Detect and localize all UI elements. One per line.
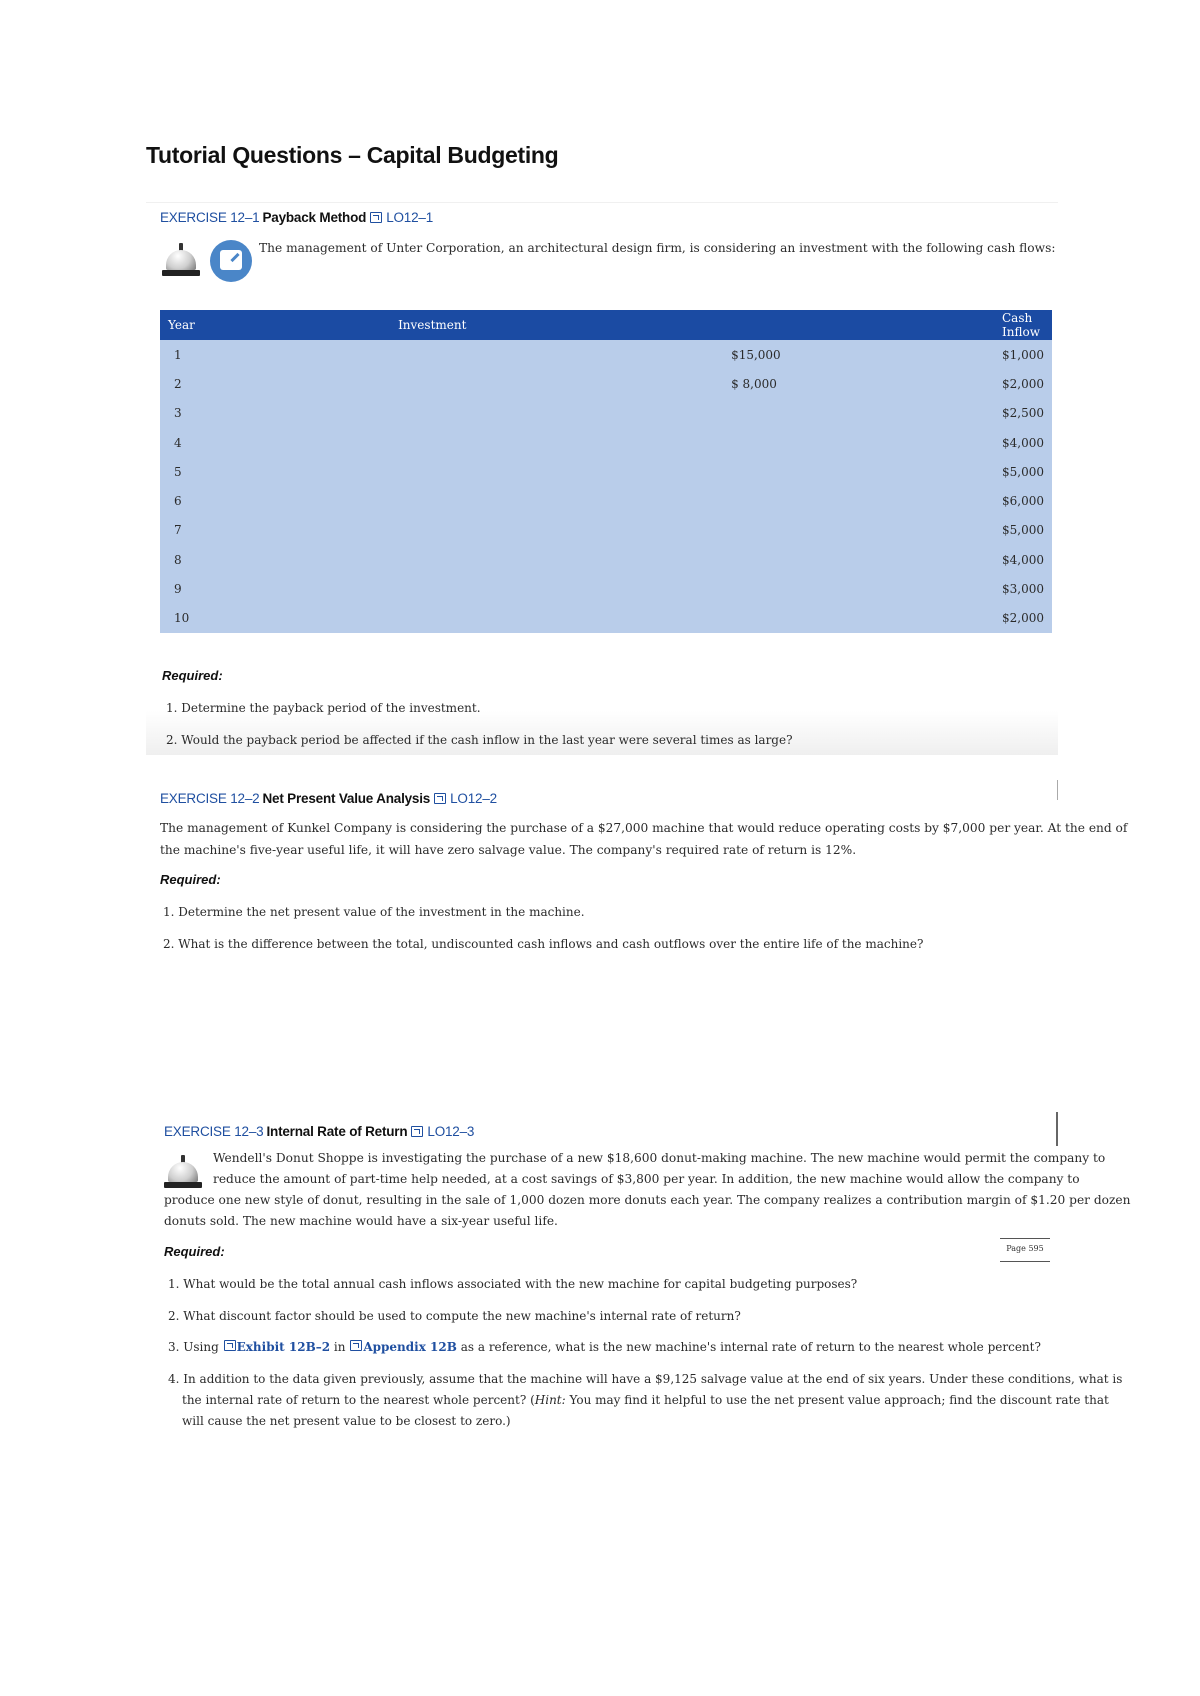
cell-investment: $ 8,000 xyxy=(396,369,962,398)
column-header-year: Year xyxy=(160,310,396,340)
exercise-3-question-3 xyxy=(168,1337,1041,1357)
question-3-text-mid: in xyxy=(333,1340,346,1354)
question-4-text: the internal rate of return to the nearest whole percent? ( xyxy=(182,1393,535,1407)
table-row xyxy=(160,340,1052,369)
exercise-2-question-1: 1. Determine the net present value of the investment in the machine. xyxy=(163,905,585,919)
cell-cash-inflow: $2,000 xyxy=(962,369,1052,398)
cash-flow-table xyxy=(160,310,1052,633)
external-link-icon[interactable] xyxy=(350,1340,362,1351)
cell-investment xyxy=(396,399,962,428)
exercise-3-question-4-line-2 xyxy=(182,1390,1109,1410)
cell-year: 9 xyxy=(160,574,396,603)
cell-investment xyxy=(396,574,962,603)
cell-year: 8 xyxy=(160,545,396,574)
cell-investment xyxy=(396,604,962,633)
exercise-3-number: EXERCISE 12–3 xyxy=(164,1124,264,1139)
exercise-3-required-label: Required: xyxy=(164,1244,225,1259)
appendix-link[interactable]: Appendix 12B xyxy=(363,1340,457,1354)
table-header-row xyxy=(160,310,1052,340)
quiz-icon[interactable] xyxy=(210,240,252,282)
cell-year: 6 xyxy=(160,486,396,515)
table-row xyxy=(160,457,1052,486)
exercise-2-heading xyxy=(160,791,497,806)
scroll-marker xyxy=(1056,1112,1058,1146)
cell-year: 7 xyxy=(160,516,396,545)
exercise-3-question-1: 1. What would be the total annual cash inflows associated with the new machine for capital budgeting purposes? xyxy=(168,1277,858,1291)
exercise-3-question-4-line-1: 4. In addition to the data given previously, assume that the machine will have a $9,125 salvage value at the end of six years. Under these conditions, what is xyxy=(168,1372,1123,1386)
cash-flow-table-body xyxy=(160,340,1052,633)
exercise-3-line-3: produce one new style of donut, resulting in the sale of 1,000 dozen more donuts each year. The company realizes a contribution margin of $1.20 per dozen xyxy=(164,1193,1131,1207)
exercise-3-lo[interactable]: LO12–3 xyxy=(427,1124,475,1139)
table-row xyxy=(160,399,1052,428)
exercise-3-question-2: 2. What discount factor should be used to compute the new machine's internal rate of return? xyxy=(168,1309,741,1323)
cell-cash-inflow: $3,000 xyxy=(962,574,1052,603)
cell-cash-inflow: $5,000 xyxy=(962,516,1052,545)
external-link-icon[interactable] xyxy=(411,1126,423,1137)
exhibit-link[interactable]: Exhibit 12B–2 xyxy=(236,1340,331,1354)
cell-cash-inflow: $4,000 xyxy=(962,428,1052,457)
exercise-2-lo[interactable]: LO12–2 xyxy=(450,791,497,806)
exercise-3-line-2: reduce the amount of part-time help needed, at a cost savings of $3,800 per year. In addition, the new machine would allow the company to xyxy=(213,1172,1080,1186)
table-row xyxy=(160,574,1052,603)
table-row xyxy=(160,428,1052,457)
column-header-investment: Investment xyxy=(396,310,962,340)
exercise-3-heading xyxy=(164,1124,474,1139)
exercise-2-line-1: The management of Kunkel Company is considering the purchase of a $27,000 machine that would reduce operating costs by $7,000 per year. At the end of xyxy=(160,821,1128,835)
cell-year: 2 xyxy=(160,369,396,398)
table-row xyxy=(160,545,1052,574)
cell-cash-inflow: $6,000 xyxy=(962,486,1052,515)
cell-year: 3 xyxy=(160,399,396,428)
exercise-2-required-label: Required: xyxy=(160,872,221,887)
bell-icon xyxy=(164,1152,202,1192)
cell-investment xyxy=(396,428,962,457)
exercise-1-lo[interactable]: LO12–1 xyxy=(386,210,434,225)
exercise-3-name: Internal Rate of Return xyxy=(266,1124,408,1139)
external-link-icon[interactable] xyxy=(434,793,446,804)
question-3-text-end: as a reference, what is the new machine's internal rate of return to the nearest whole percent? xyxy=(460,1340,1041,1354)
cell-year: 5 xyxy=(160,457,396,486)
page-title: Tutorial Questions – Capital Budgeting xyxy=(146,142,559,168)
exercise-1-number: EXERCISE 12–1 xyxy=(160,210,260,225)
exercise-2-line-2: the machine's five-year useful life, it will have zero salvage value. The company's required rate of return is 12%. xyxy=(160,843,857,857)
cell-cash-inflow: $4,000 xyxy=(962,545,1052,574)
cell-year: 1 xyxy=(160,340,396,369)
exercise-2-question-2: 2. What is the difference between the total, undiscounted cash inflows and cash outflows over the entire life of the machine? xyxy=(163,937,924,951)
cell-cash-inflow: $5,000 xyxy=(962,457,1052,486)
cell-year: 4 xyxy=(160,428,396,457)
cell-investment xyxy=(396,545,962,574)
table-row xyxy=(160,604,1052,633)
exercise-3-question-4-line-3: will cause the net present value to be closest to zero.) xyxy=(182,1414,511,1428)
table-row xyxy=(160,369,1052,398)
cell-investment xyxy=(396,457,962,486)
table-row xyxy=(160,486,1052,515)
exercise-1-heading xyxy=(160,210,433,225)
exercise-1-intro: The management of Unter Corporation, an architectural design firm, is considering an investment with the following cash flows: xyxy=(259,241,1056,255)
question-4-text-cont: You may find it helpful to use the net present value approach; find the discount rate that xyxy=(565,1393,1109,1407)
exercise-3-line-1: Wendell's Donut Shoppe is investigating the purchase of a new $18,600 donut-making machine. The new machine would permit the company to xyxy=(213,1151,1106,1165)
bell-icon xyxy=(162,240,200,280)
hint-label: Hint: xyxy=(534,1393,566,1407)
table-row xyxy=(160,516,1052,545)
page-reference: Page 595 xyxy=(1000,1238,1050,1262)
cell-investment xyxy=(396,486,962,515)
cell-cash-inflow: $2,000 xyxy=(962,604,1052,633)
scroll-marker xyxy=(1057,780,1058,800)
cell-investment: $15,000 xyxy=(396,340,962,369)
exercise-2-number: EXERCISE 12–2 xyxy=(160,791,260,806)
exercise-2-name: Net Present Value Analysis xyxy=(262,791,431,806)
question-3-text-start: 3. Using xyxy=(168,1340,219,1354)
column-header-cash-inflow: Cash Inflow xyxy=(962,310,1052,340)
external-link-icon[interactable] xyxy=(370,212,382,223)
cell-cash-inflow: $2,500 xyxy=(962,399,1052,428)
exercise-1-required-label: Required: xyxy=(162,668,223,683)
cell-year: 10 xyxy=(160,604,396,633)
cell-investment xyxy=(396,516,962,545)
cell-cash-inflow: $1,000 xyxy=(962,340,1052,369)
exercise-1-question-2: 2. Would the payback period be affected if the cash inflow in the last year were several times as large? xyxy=(166,733,793,747)
external-link-icon[interactable] xyxy=(224,1340,236,1351)
exercise-1-name: Payback Method xyxy=(262,210,367,225)
exercise-3-line-4: donuts sold. The new machine would have a six-year useful life. xyxy=(164,1214,558,1228)
exercise-1-question-1: 1. Determine the payback period of the investment. xyxy=(166,701,481,715)
